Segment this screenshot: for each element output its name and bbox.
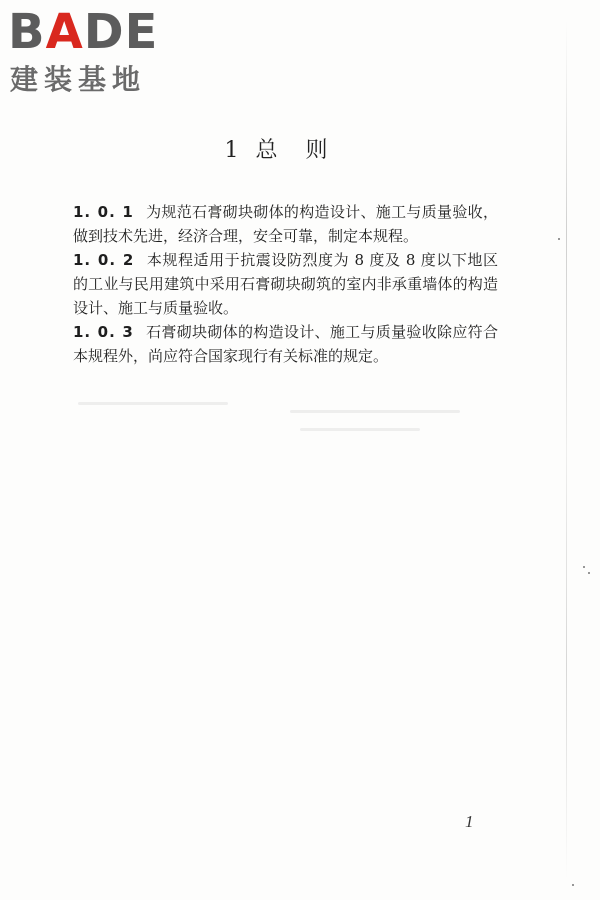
clause-text: 石膏砌块砌体的构造设计、施工与质量验收除应符合本规程外，尚应符合国家现行有关标准的规定。 <box>73 323 498 365</box>
clause-number: 1. 0. 3 <box>73 323 134 341</box>
page-number: 1 <box>465 812 474 831</box>
scan-speck <box>558 238 560 240</box>
clause-text: 为规范石膏砌块砌体的构造设计、施工与质量验收，做到技术先进，经济合理，安全可靠，制定本规程。 <box>73 203 498 245</box>
scan-speck <box>588 572 590 574</box>
clause <box>73 320 498 368</box>
chapter-title: 总则 <box>255 138 356 163</box>
logo-letter-b: B <box>8 4 46 60</box>
scan-smudge <box>290 410 460 413</box>
scan-smudge <box>300 428 420 431</box>
scan-smudge <box>78 402 228 405</box>
clause-list <box>73 200 498 368</box>
clause-number: 1. 0. 2 <box>73 251 135 269</box>
chapter-number: 1 <box>224 138 239 163</box>
clause-text: 本规程适用于抗震设防烈度为 8 度及 8 度以下地区的工业与民用建筑中采用石膏砌块砌筑的室内非承重墙体的构造设计、施工与质量验收。 <box>73 251 498 317</box>
clause <box>73 200 498 248</box>
logo-wordmark <box>8 6 158 58</box>
scan-speck <box>572 884 574 886</box>
logo-letters-de: DE <box>83 4 159 60</box>
bade-logo <box>8 6 178 98</box>
scan-speck <box>583 566 585 568</box>
logo-subtitle: 建装基地 <box>10 63 147 96</box>
logo-letter-a-accent: A <box>45 4 84 60</box>
clause <box>73 248 498 320</box>
chapter-heading <box>0 136 580 166</box>
clause-number: 1. 0. 1 <box>73 203 134 221</box>
